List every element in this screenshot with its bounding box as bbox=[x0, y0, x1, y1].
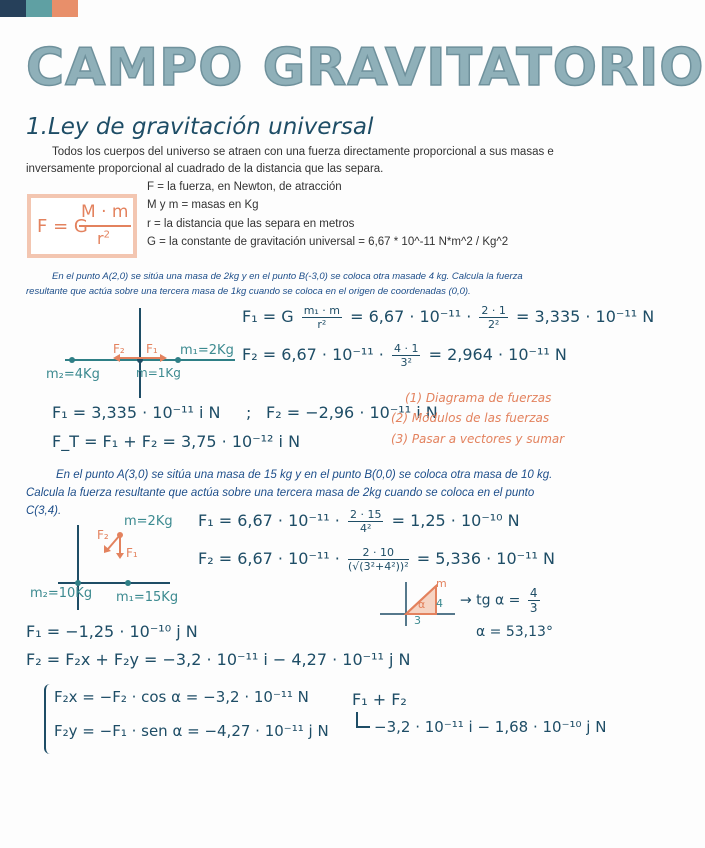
p2-f2-equation: F₂ = 6,67 · 10⁻¹¹ · $\frac{2 \cdot 10}{\text{(√(3²+4²))²}}$ = 5,336 · 10⁻¹¹ N bbox=[198, 546, 555, 573]
p1-m1-label: m₁=2Kg bbox=[180, 343, 234, 358]
step-3: (3) Pasar a vectores y sumar bbox=[391, 432, 565, 446]
tg-alpha: → tg α = $\frac{4}{3}$ bbox=[460, 586, 538, 615]
p2-f2-label: F₂ bbox=[97, 528, 109, 542]
problem1-line-1: En el punto A(2,0) se sitúa una masa de 2kg y en el punto B(-3,0) se coloca otra masade 4 kg. Calcula la fuerza bbox=[52, 271, 523, 282]
problem2-line-3: C(3,4). bbox=[26, 505, 62, 517]
p1-m2-label: m₂=4Kg bbox=[46, 367, 100, 382]
sum-label: F₁ + F₂ bbox=[352, 690, 407, 709]
formula-numerator: M · m bbox=[81, 202, 129, 222]
step-2: (2) Módulos de las fuerzas bbox=[391, 411, 550, 425]
p2-m-label: m=2Kg bbox=[124, 514, 173, 529]
formula-denominator: $r^2$ bbox=[97, 229, 110, 248]
p1-f1-equation: F₁ = G $\frac{\text{m₁ · m}}{\text{r²}}$ = 6,67 · 10⁻¹¹ · $\frac{2 \cdot 1}{\text{2²}}$ = 3,335 · 10⁻¹¹ N bbox=[242, 304, 655, 331]
triangle-angle: α bbox=[418, 598, 426, 611]
problem1-line-2: resultante que actúa sobre una tercera masa de 1kg cuando se coloca en el origen de coordenadas (0,0). bbox=[26, 286, 471, 297]
sum-result: −3,2 · 10⁻¹¹ i − 1,68 · 10⁻¹⁰ j N bbox=[374, 718, 607, 736]
formula-box bbox=[27, 194, 137, 258]
section-heading: 1.Ley de gravitación universal bbox=[26, 114, 374, 140]
intro-line-1: Todos los cuerpos del universo se atraen con una fuerza directamente proporcional a sus masas e bbox=[52, 146, 554, 158]
p1-vector-ft: F_T = F₁ + F₂ = 3,75 · 10⁻¹² i N bbox=[52, 432, 301, 451]
p1-m-label: m=1Kg bbox=[136, 366, 181, 380]
mass-m1-dot-2 bbox=[125, 580, 131, 586]
fraction-bar bbox=[79, 225, 131, 227]
intro-line-2: inversamente proporcional al cuadrado de la distancia que las separa. bbox=[26, 163, 384, 175]
problem2-line-1: En el punto A(3,0) se sitúa una masa de 15 kg y en el punto B(0,0) se coloca otra masa de 10 kg. bbox=[56, 469, 553, 481]
p1-f2-equation: F₂ = 6,67 · 10⁻¹¹ · $\frac{4 \cdot 1}{\text{3²}}$ = 2,964 · 10⁻¹¹ N bbox=[242, 342, 567, 369]
page-title: CAMPO GRAVITATORIO bbox=[26, 38, 705, 98]
p1-f2-label: F₂ bbox=[113, 342, 125, 356]
mass-m2-dot bbox=[69, 357, 75, 363]
tab-orange bbox=[52, 0, 78, 17]
formula-lhs: F = G bbox=[37, 216, 88, 237]
p2-m2-label: m₂=10Kg bbox=[30, 586, 93, 601]
definition-g: G = la constante de gravitación universal = 6,67 * 10^-11 N*m^2 / Kg^2 bbox=[147, 236, 509, 248]
f2-arrow-2 bbox=[108, 535, 120, 549]
p2-f2y: F₂y = −F₁ · sen α = −4,27 · 10⁻¹¹ j N bbox=[54, 722, 329, 740]
sum-arrow bbox=[356, 712, 370, 728]
alpha-value: α = 53,13° bbox=[476, 624, 553, 640]
definition-masses: M y m = masas en Kg bbox=[147, 199, 259, 211]
components-brace bbox=[44, 684, 54, 754]
p2-f1-equation: F₁ = 6,67 · 10⁻¹¹ · $\frac{2 \cdot 15}{\text{4²}}$ = 1,25 · 10⁻¹⁰ N bbox=[198, 508, 520, 535]
tab-teal bbox=[26, 0, 52, 17]
triangle-side-a: 4 bbox=[436, 597, 443, 610]
definition-r: r = la distancia que las separa en metros bbox=[147, 218, 355, 230]
p2-f2x: F₂x = −F₂ · cos α = −3,2 · 10⁻¹¹ N bbox=[54, 688, 309, 706]
p1-separator: ; bbox=[246, 403, 252, 422]
tab-dark bbox=[0, 0, 26, 17]
p2-m1-label: m₁=15Kg bbox=[116, 590, 179, 605]
triangle-corner-label: m bbox=[436, 577, 447, 590]
p2-vector-f2: F₂ = F₂x + F₂y = −3,2 · 10⁻¹¹ i − 4,27 · 10⁻¹¹ j N bbox=[26, 650, 411, 669]
p1-vector-f1: F₁ = 3,335 · 10⁻¹¹ i N bbox=[52, 403, 221, 422]
p2-vector-f1: F₁ = −1,25 · 10⁻¹⁰ j N bbox=[26, 622, 198, 641]
p1-vector-f2: F₂ = −2,96 · 10⁻¹¹ i N bbox=[266, 403, 438, 422]
triangle-side-b: 3 bbox=[414, 614, 421, 627]
step-1: (1) Diagrama de fuerzas bbox=[405, 391, 552, 405]
p1-f1-label: F₁ bbox=[146, 342, 158, 356]
p2-f1-label: F₁ bbox=[126, 546, 138, 560]
definition-f: F = la fuerza, en Newton, de atracción bbox=[147, 181, 342, 193]
problem2-line-2: Calcula la fuerza resultante que actúa sobre una tercera masa de 2kg cuando se coloca en el punto bbox=[26, 487, 535, 499]
